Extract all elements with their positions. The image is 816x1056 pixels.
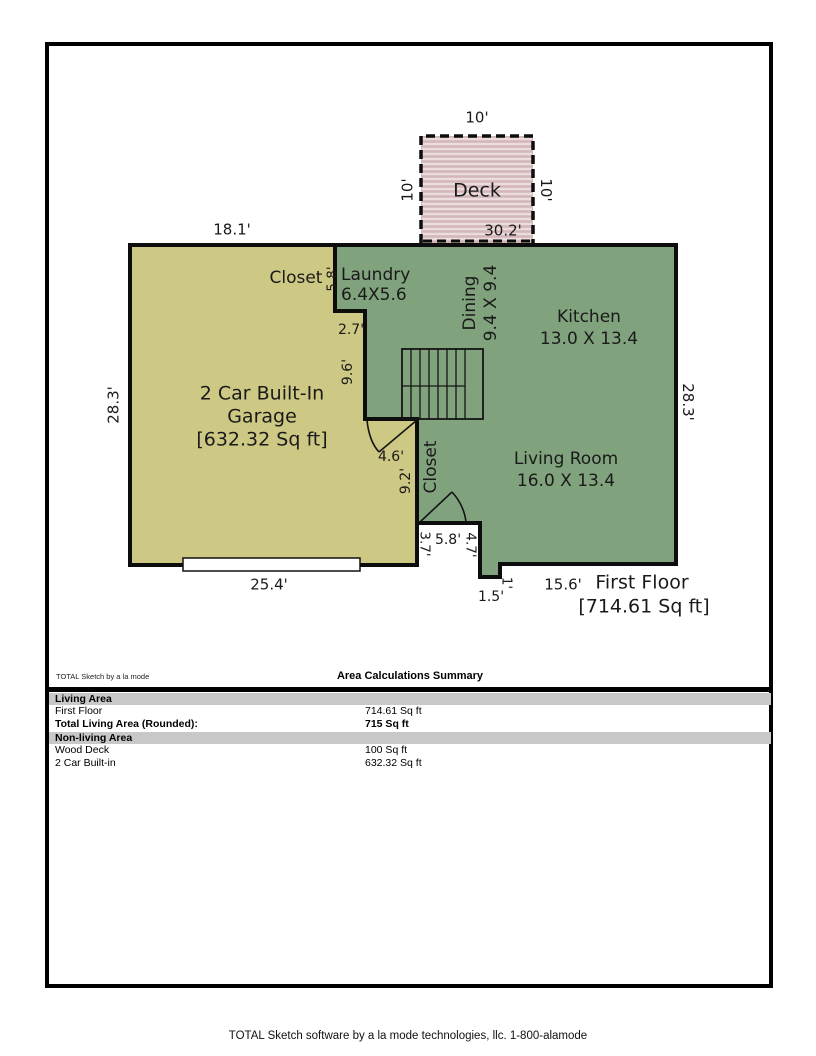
dim-notch-left: 3.7'	[416, 531, 433, 557]
dining-label: Dining	[459, 275, 480, 331]
laundry-label: Laundry	[341, 264, 411, 285]
row-label: First Floor	[55, 705, 103, 717]
living-room-dims: 16.0 X 13.4	[516, 470, 616, 491]
row-label: 2 Car Built-in	[55, 757, 116, 769]
dining-dims: 9.4 X 9.4	[480, 264, 501, 342]
summary-divider-bar	[49, 687, 771, 692]
first-floor-area: [714.61 Sq ft]	[578, 595, 710, 618]
dim-garage-entry: 4.6'	[377, 448, 405, 465]
table-row	[49, 757, 771, 770]
dim-main-top: 30.2'	[484, 221, 522, 240]
deck-right-dim: 10'	[536, 178, 555, 202]
dim-bottom-right: 15.6'	[544, 575, 582, 594]
kitchen-dims: 13.0 X 13.4	[539, 328, 639, 349]
garage-label-2: Garage	[227, 405, 297, 428]
dim-garage-top: 18.1'	[213, 220, 251, 239]
floor-plan	[45, 42, 773, 988]
table-row-total	[49, 718, 771, 731]
closet-top-label: Closet	[269, 267, 323, 288]
row-label: Total Living Area (Rounded):	[55, 718, 198, 730]
dim-step-width: 1.5'	[477, 588, 505, 605]
summary-header	[49, 666, 771, 685]
living-room-label: Living Room	[513, 448, 619, 469]
deck-top-dim: 10'	[465, 108, 489, 127]
brand-text: TOTAL Sketch by a la mode	[56, 672, 150, 681]
deck-label: Deck	[453, 179, 501, 202]
dim-closet-side: 9.2'	[397, 467, 414, 495]
area-calculations-summary	[49, 666, 771, 770]
deck-left-dim: 10'	[398, 178, 417, 202]
laundry-dims: 6.4X5.6	[341, 284, 407, 305]
dim-garage-bottom: 25.4'	[250, 575, 288, 594]
garage-door	[183, 558, 360, 571]
row-label: Wood Deck	[55, 744, 110, 756]
dim-stair-side: 9.6'	[339, 358, 356, 386]
closet-hall-label: Closet	[420, 440, 441, 494]
dim-right-height: 28.3'	[678, 383, 697, 421]
section-band-living: Living Area	[49, 693, 771, 705]
row-value: 714.61 Sq ft	[365, 705, 422, 717]
dim-step-height: 1'	[498, 576, 515, 590]
row-value: 632.32 Sq ft	[365, 757, 422, 769]
kitchen-label: Kitchen	[557, 306, 621, 327]
footer-text: TOTAL Sketch software by a la mode technologies, llc. 1-800-alamode	[228, 1030, 588, 1042]
garage-label-3: [632.32 Sq ft]	[196, 428, 328, 451]
dim-jog: 2.7'	[337, 321, 365, 338]
dim-left-height: 28.3'	[104, 386, 123, 424]
row-value: 100 Sq ft	[365, 744, 408, 756]
first-floor-label: First Floor	[595, 571, 689, 594]
dim-closet-height: 5.8'	[324, 266, 341, 292]
garage-label-1: 2 Car Built-In	[199, 382, 325, 405]
dim-notch-right: 4.7'	[462, 532, 479, 558]
dim-notch-width: 5.8'	[434, 531, 462, 548]
section-band-nonliving: Non-living Area	[49, 732, 771, 744]
table-row	[49, 744, 771, 757]
row-value: 715 Sq ft	[365, 718, 409, 730]
table-row	[49, 705, 771, 718]
summary-title: Area Calculations Summary	[336, 670, 484, 682]
